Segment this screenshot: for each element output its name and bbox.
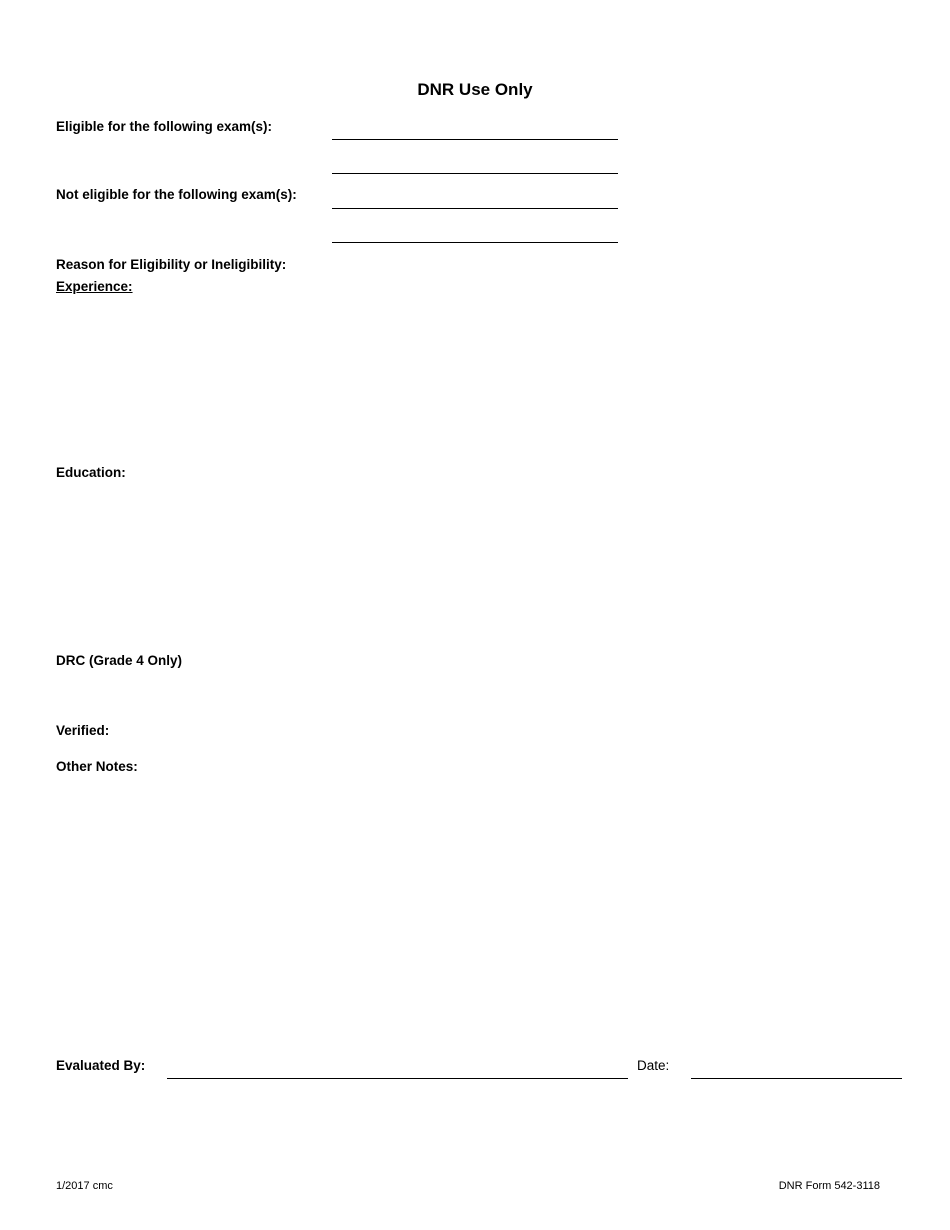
date-label: Date: [637, 1058, 670, 1073]
education-label: Education: [56, 465, 126, 480]
date-field[interactable] [691, 1078, 902, 1079]
eligible-label: Eligible for the following exam(s): [56, 119, 273, 134]
footer-left: 1/2017 cmc [56, 1180, 113, 1192]
not-eligible-field-2[interactable] [332, 242, 618, 243]
experience-label: Experience: [56, 279, 133, 294]
footer-right: DNR Form 542-3118 [778, 1180, 880, 1192]
page-title: DNR Use Only [417, 80, 533, 99]
other-notes-label: Other Notes: [56, 759, 138, 774]
drc-label: DRC (Grade 4 Only) [56, 653, 183, 668]
eligible-field-1[interactable] [332, 139, 618, 140]
not-eligible-field-1[interactable] [332, 208, 618, 209]
reason-label: Reason for Eligibility or Ineligibility: [56, 257, 287, 272]
evaluated-by-label: Evaluated By: [56, 1058, 146, 1073]
eligible-field-2[interactable] [332, 173, 618, 174]
verified-label: Verified: [56, 723, 110, 738]
evaluated-by-field[interactable] [167, 1078, 628, 1079]
not-eligible-label: Not eligible for the following exam(s): [56, 187, 297, 202]
